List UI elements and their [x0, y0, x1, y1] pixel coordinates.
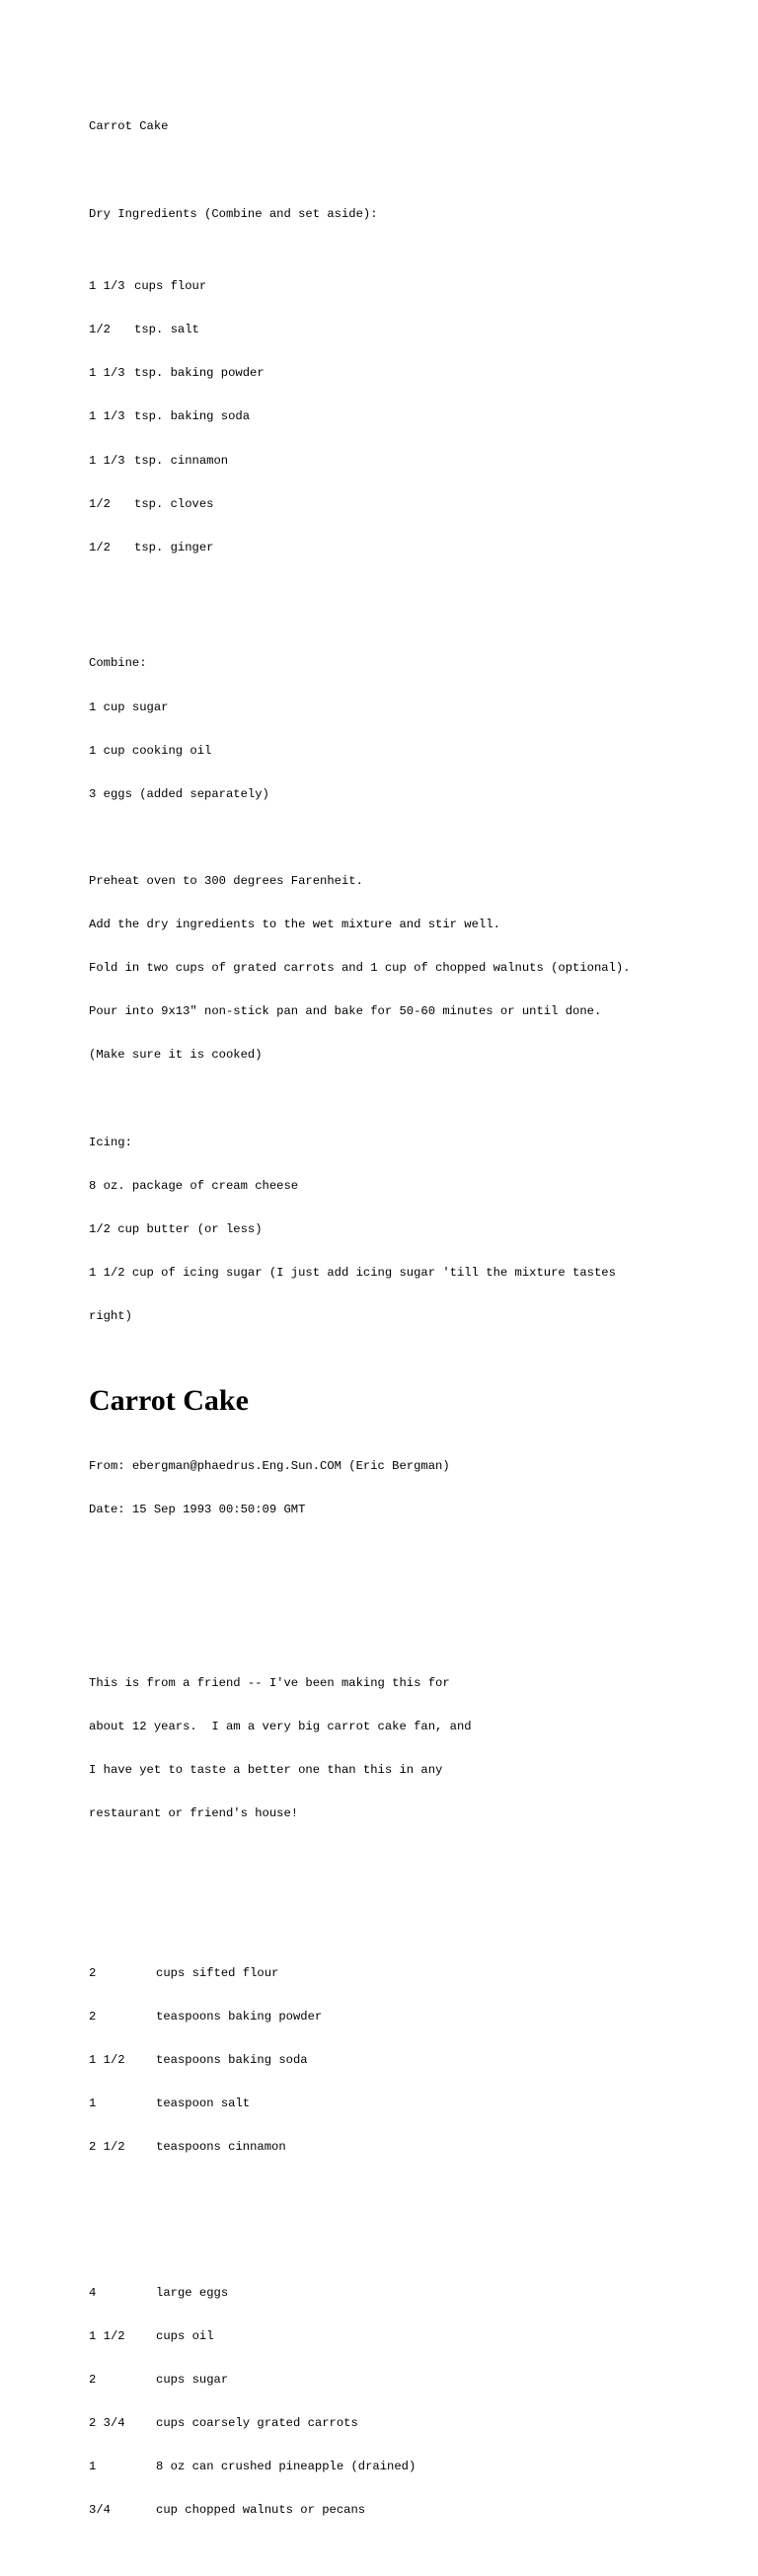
ingredient-qty: 2: [89, 2372, 97, 2387]
ingredient-qty: 1/2: [89, 496, 111, 511]
list-item: [89, 497, 740, 512]
ingredient-name: large eggs: [156, 2285, 229, 2300]
list-item: 1/2 cup butter (or less): [89, 1221, 263, 1236]
ingredients-group-2: [89, 2256, 740, 2546]
ingredient-name: tsp. ginger: [134, 540, 214, 554]
ingredient-qty: 1: [89, 2097, 97, 2111]
ingredient-name: tsp. cinnamon: [134, 453, 229, 468]
combine-header: Combine:: [89, 656, 147, 671]
list-item: 1 cup cooking oil: [89, 743, 212, 758]
ingredient-qty: 1 1/3: [89, 279, 125, 294]
ingredient-name: cups coarsely grated carrots: [156, 2415, 358, 2430]
from-line: From: ebergman@phaedrus.Eng.Sun.COM (Eric Bergman): [89, 1458, 450, 1473]
ingredient-qty: 2 3/4: [89, 2415, 125, 2430]
ingredient-name: cups flour: [134, 279, 207, 294]
ingredient-qty: 1 1/3: [89, 409, 125, 424]
ingredient-name: teaspoon salt: [156, 2097, 251, 2111]
ingredient-qty: 3/4: [89, 2503, 111, 2518]
list-item: [89, 2373, 740, 2388]
ingredient-name: 8 oz can crushed pineapple (drained): [156, 2459, 417, 2473]
ingredient-name: cups sifted flour: [156, 1966, 279, 1981]
list-item: [89, 323, 740, 337]
page-title: Carrot Cake: [89, 1384, 249, 1418]
recipe-page: [89, 91, 740, 2576]
dry-ingredients-header: Dry Ingredients (Combine and set aside):: [89, 206, 378, 221]
intro-line: about 12 years. I am a very big carrot cake fan, and: [89, 1720, 472, 1734]
ingredient-qty: 1: [89, 2459, 97, 2473]
list-item: [89, 409, 740, 424]
ingredient-qty: 1/2: [89, 540, 111, 554]
recipe-text-1: [89, 91, 740, 1353]
ingredient-name: tsp. baking soda: [134, 409, 251, 424]
list-item: 8 oz. package of cream cheese: [89, 1178, 299, 1193]
ingredient-name: teaspoons baking powder: [156, 2010, 323, 2024]
recipe-text-2: [89, 1430, 740, 2575]
direction-line: Preheat oven to 300 degrees Farenheit.: [89, 873, 363, 888]
ingredient-qty: 2: [89, 2010, 97, 2024]
list-item: 1 cup sugar: [89, 699, 169, 714]
list-item: [89, 2053, 740, 2068]
list-item: right): [89, 1309, 132, 1323]
direction-line: Pour into 9x13" non-stick pan and bake for 50-60 minutes or until done.: [89, 1004, 602, 1019]
ingredient-qty: 2: [89, 1966, 97, 1981]
ingredient-name: tsp. baking powder: [134, 366, 265, 381]
ingredient-name: teaspoons cinnamon: [156, 2140, 286, 2155]
list-item: [89, 366, 740, 381]
list-item: [89, 2416, 740, 2431]
dry-ingredients-list: [89, 251, 740, 584]
list-item: [89, 541, 740, 555]
ingredient-qty: 1/2: [89, 323, 111, 337]
list-item: [89, 2097, 740, 2111]
list-item: [89, 2010, 740, 2024]
ingredient-qty: 1 1/2: [89, 2053, 125, 2068]
ingredient-name: cup chopped walnuts or pecans: [156, 2503, 366, 2518]
ingredient-name: teaspoons baking soda: [156, 2053, 308, 2068]
ingredient-name: tsp. cloves: [134, 496, 214, 511]
direction-line: Add the dry ingredients to the wet mixture and stir well.: [89, 918, 500, 932]
icing-header: Icing:: [89, 1135, 132, 1149]
ingredient-name: cups sugar: [156, 2372, 229, 2387]
list-item: [89, 2329, 740, 2344]
list-item: [89, 279, 740, 294]
list-item: [89, 454, 740, 469]
intro-line: I have yet to taste a better one than this in any: [89, 1763, 443, 1778]
ingredients-group-1: [89, 1938, 740, 2184]
list-item: 1 1/2 cup of icing sugar (I just add icing sugar 'till the mixture tastes: [89, 1265, 616, 1280]
list-item: [89, 2460, 740, 2474]
list-item: [89, 2503, 740, 2518]
ingredient-qty: 4: [89, 2285, 97, 2300]
ingredient-name: tsp. salt: [134, 323, 199, 337]
date-line: Date: 15 Sep 1993 00:50:09 GMT: [89, 1502, 306, 1516]
list-item: 3 eggs (added separately): [89, 786, 269, 801]
ingredient-qty: 1 1/3: [89, 453, 125, 468]
ingredient-qty: 1 1/2: [89, 2328, 125, 2343]
intro-line: restaurant or friend's house!: [89, 1806, 299, 1821]
ingredient-qty: 1 1/3: [89, 366, 125, 381]
direction-line: Fold in two cups of grated carrots and 1 cup of chopped walnuts (optional).: [89, 961, 631, 976]
list-item: [89, 1966, 740, 1981]
intro-line: This is from a friend -- I've been making this for: [89, 1676, 450, 1691]
list-item: [89, 2286, 740, 2301]
list-item: [89, 2140, 740, 2155]
ingredient-qty: 2 1/2: [89, 2140, 125, 2155]
ingredient-name: cups oil: [156, 2328, 214, 2343]
direction-line: (Make sure it is cooked): [89, 1048, 263, 1063]
recipe-title: Carrot Cake: [89, 119, 169, 134]
